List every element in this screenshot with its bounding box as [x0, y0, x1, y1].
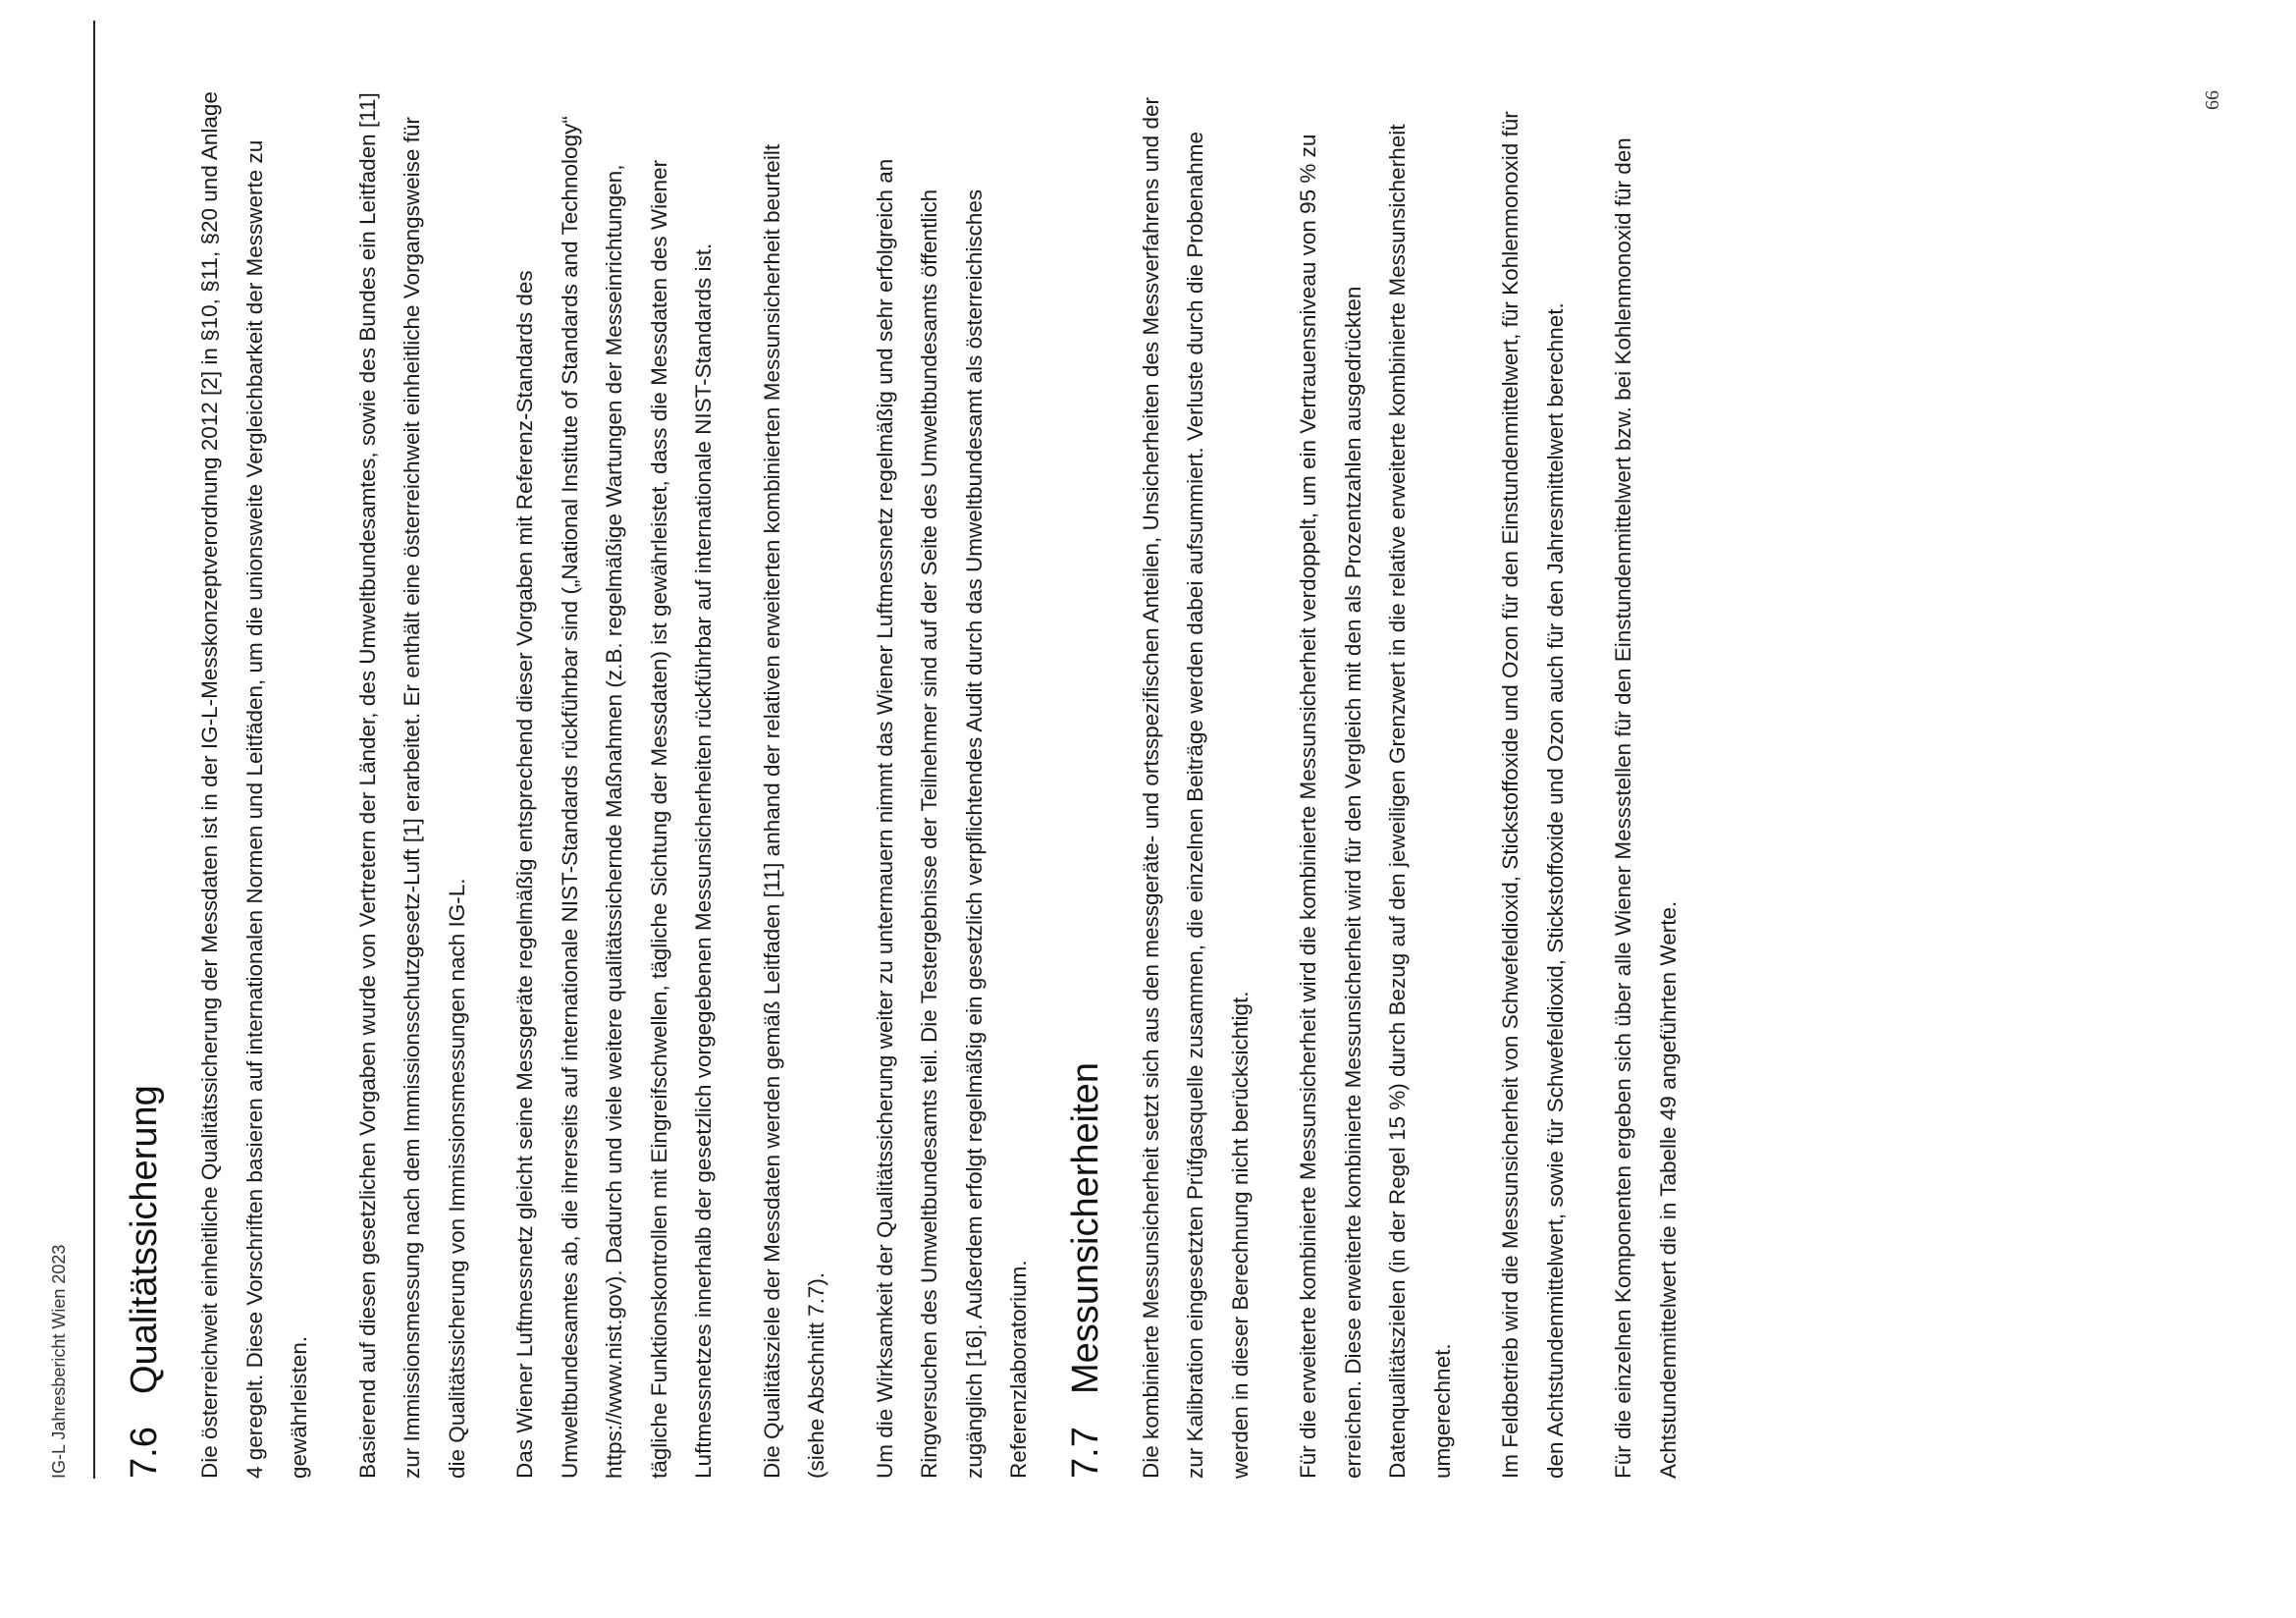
paragraph: Basierend auf diesen gesetzlichen Vorgaben wurde von Vertretern der Länder, des Umweltbundesamtes, sowie des Bundes ein Leitfaden [11] zur Immissionsmessung nach dem Immissionsschutzgesetz-Luft [1] erarbeitet. Er enthält eine österreichweit einheitliche Vorgangsweise für die Qualitätssicherung von Immissionsmessungen nach IG-L.: [354, 92, 469, 1479]
paragraph: Die österreichweit einheitliche Qualitätssicherung der Messdaten ist in der IG-L-Messkonzeptverordnung 2012 [2] in §10, §11, §20 und Anlage 4 geregelt. Diese Vorschriften basieren auf internationalen Normen und Leitfäden, um die unionsweite Vergleichbarkeit der Messwerte zu gewährleisten.: [197, 91, 311, 1479]
section-heading-messunsicherheiten: [1065, 84, 1107, 1479]
section-title: Qualitätssicherung: [124, 1085, 165, 1394]
section-title: Messunsicherheiten: [1064, 1062, 1106, 1394]
paragraph: Das Wiener Luftmessnetz gleicht seine Messgeräte regelmäßig entsprechend dieser Vorgaben mit Referenz-Standards des Umweltbundesamtes ab, die ihrerseits auf internationale NIST-Standards rückführbar sind („National Institute of Standards and Technology“ https://www.nist.gov). Dadurch und viele weitere qualitätssichernde Maßnahmen (z.B. regelmäßige Wartungen der Messeinrichtungen, tägliche Funktionskontrollen mit Eingreifschwellen, tägliche Sichtung der Messdaten) ist gewährleistet, dass die Messdaten des Wiener Luftmessnetzes innerhalb der gesetzlich vorgegebenen Messunsicherheiten rückführbar auf internationale NIST-Standards ist.: [512, 116, 716, 1479]
paragraph: Für die einzelnen Komponenten ergeben sich über alle Wiener Messstellen für den Einstundenmittelwert bzw. bei Kohlenmonoxid für den Achtstundenmittelwert die in Tabelle 49 angeführten Werte.: [1611, 137, 1681, 1479]
page-content: [124, 84, 1714, 1479]
section-number: 7.6: [124, 1427, 165, 1479]
header-rule: [93, 21, 95, 1479]
paragraph: Um die Wirksamkeit der Qualitätssicherung weiter zu untermauern nimmt das Wiener Luftmessnetz regelmäßig und sehr erfolgreich an Ringversuchen des Umweltbundesamts teil. Die Testergebnisse der Teilnehmer sind auf der Seite des Umweltbundesamts öffentlich zugänglich [16]. Außerdem erfolgt regelmäßig ein gesetzlich verpflichtendes Audit durch das Umweltbundesamt als österreichisches Referenzlaboratorium.: [872, 158, 1031, 1479]
section-number: 7.7: [1064, 1427, 1106, 1479]
paragraph: Für die erweiterte kombinierte Messunsicherheit wird die kombinierte Messunsicherheit verdoppelt, um ein Vertrauensniveau von 95 % zu erreichen. Diese erweiterte kombinierte Messunsicherheit wird für den Vergleich mit den als Prozentzahlen ausgedrückten Datenqualitätszielen (in der Regel 15 %) durch Bezug auf den jeweiligen Grenzwert in die relative erweiterte kombinierte Messunsicherheit umgerechnet.: [1296, 124, 1455, 1479]
paragraph: Im Feldbetrieb wird die Messunsicherheit von Schwefeldioxid, Stickstoffoxide und Ozon für den Einstundenmittelwert, für Kohlenmonoxid für den Achtstundenmittelwert, sowie für Schwefeldioxid, Stickstoffoxide und Ozon auch für den Jahresmittelwert berechnet.: [1498, 111, 1568, 1479]
section-heading-qualitaetssicherung: [124, 84, 166, 1479]
paragraph: Die kombinierte Messunsicherheit setzt sich aus den messgeräte- und ortsspezifischen Anteilen, Unsicherheiten des Messverfahrens und der zur Kalibration eingesetzten Prüfgasquelle zusammen, die einzelnen Beiträge werden dabei aufsummiert. Verluste durch die Probenahme werden in dieser Berechnung nicht berücksichtigt.: [1138, 97, 1253, 1479]
running-head: IG-L Jahresbericht Wien 2023: [49, 1244, 69, 1479]
paragraph: Die Qualitätsziele der Messdaten werden gemäß Leitfaden [11] anhand der relativen erweiterten kombinierten Messunsicherheit beurteilt (siehe Abschnitt 7.7).: [759, 143, 828, 1479]
page-number: 66: [2202, 90, 2223, 110]
